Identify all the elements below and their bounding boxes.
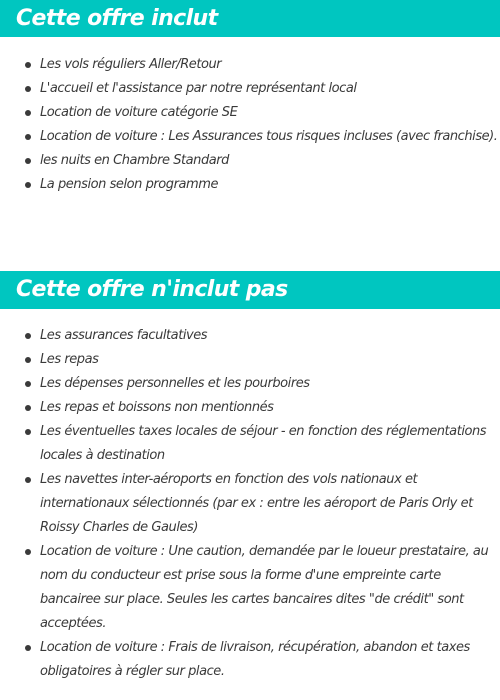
bullet-dot-icon xyxy=(25,158,31,164)
list-item-text: Les repas et boissons non mentionnés xyxy=(40,400,274,415)
bullet-dot-icon xyxy=(25,182,31,188)
list-item xyxy=(0,468,500,540)
list-item-text: L'accueil et l'assistance par notre représentant local xyxy=(40,81,357,96)
bullet-dot-icon xyxy=(25,381,31,387)
list-item xyxy=(0,101,500,125)
list-item xyxy=(0,636,500,684)
bullet-dot-icon xyxy=(25,477,31,483)
list-item-text: Location de voiture catégorie SE xyxy=(40,105,238,120)
bullet-dot-icon xyxy=(25,645,31,651)
bullet-dot-icon xyxy=(25,429,31,435)
bullet-dot-icon xyxy=(25,86,31,92)
bullet-dot-icon xyxy=(25,62,31,68)
list-item-text: Les assurances facultatives xyxy=(40,328,208,343)
bullet-dot-icon xyxy=(25,333,31,339)
list-item-text: Location de voiture : Les Assurances tous risques incluses (avec franchise). xyxy=(40,129,498,144)
list-item-text: Les navettes inter-aéroports en fonction des vols nationaux et internationaux sélectionnés (par ex : entre les aéroport de Paris Orly et Roissy Charles de Gaules) xyxy=(40,472,473,535)
list-item-text: Location de voiture : Frais de livraison, récupération, abandon et taxes obligatoires à régler sur place. xyxy=(40,640,470,679)
bullet-dot-icon xyxy=(25,134,31,140)
list-item-text: Les dépenses personnelles et les pourboires xyxy=(40,376,310,391)
list-item-text: Les repas xyxy=(40,352,99,367)
included-items-list xyxy=(0,53,500,197)
list-item xyxy=(0,77,500,101)
bullet-dot-icon xyxy=(25,405,31,411)
list-item-text: Les éventuelles taxes locales de séjour - en fonction des réglementations locales à destination xyxy=(40,424,487,463)
list-item xyxy=(0,125,500,149)
list-item xyxy=(0,53,500,77)
included-section-title: Cette offre inclut xyxy=(0,0,500,37)
list-item xyxy=(0,173,500,197)
list-item-text: Les vols réguliers Aller/Retour xyxy=(40,57,222,72)
list-item xyxy=(0,540,500,636)
list-item xyxy=(0,348,500,372)
list-item xyxy=(0,372,500,396)
bullet-dot-icon xyxy=(25,110,31,116)
list-item xyxy=(0,420,500,468)
list-item-text: Location de voiture : Une caution, demandée par le loueur prestataire, au nom du conducteur est prise sous la forme d'une empreinte carte bancairee sur place. Seules les cartes bancaires dites "de crédit" sont acceptées. xyxy=(40,544,489,631)
list-item-text: La pension selon programme xyxy=(40,177,218,192)
list-item-text: les nuits en Chambre Standard xyxy=(40,153,229,168)
bullet-dot-icon xyxy=(25,357,31,363)
excluded-section-title: Cette offre n'inclut pas xyxy=(0,271,500,309)
list-item xyxy=(0,324,500,348)
bullet-dot-icon xyxy=(25,549,31,555)
excluded-items-list xyxy=(0,324,500,684)
list-item xyxy=(0,396,500,420)
list-item xyxy=(0,149,500,173)
